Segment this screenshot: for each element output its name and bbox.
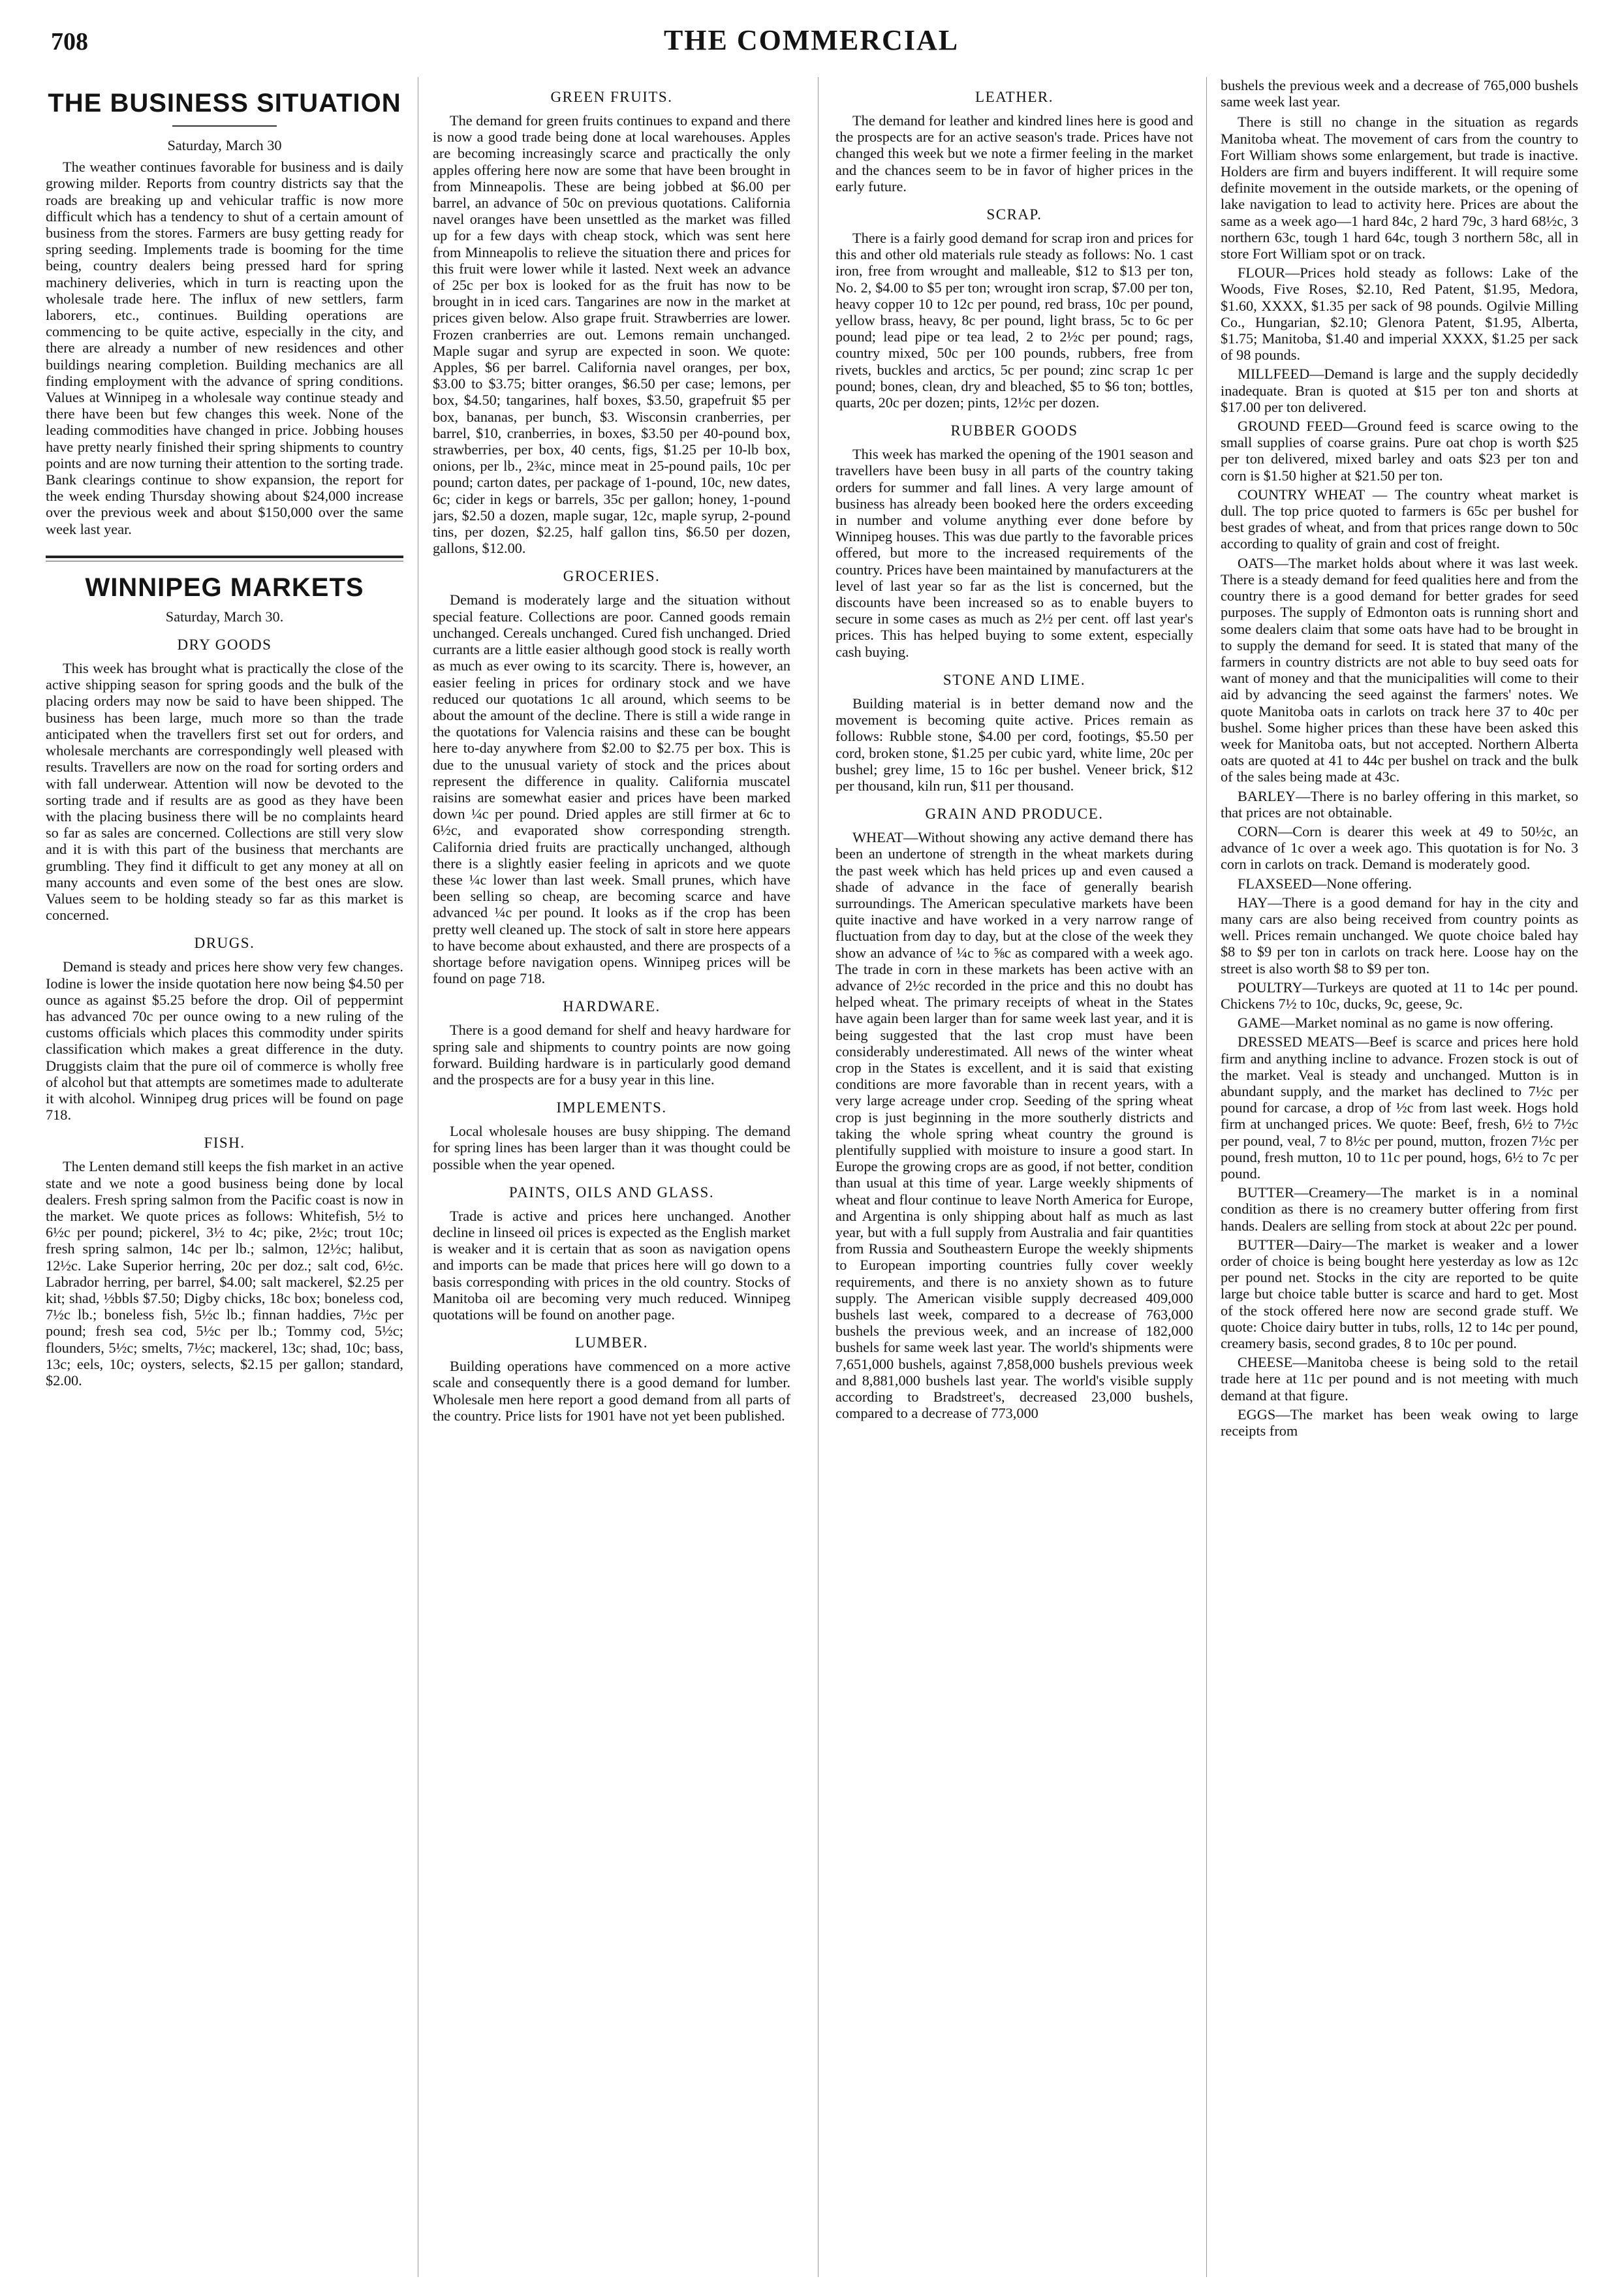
grain-and-produce-body: WHEAT—Without showing any active demand there has been an undertone of strength in the wheat markets during the past week which has held prices up and even caused a shade of advance in the face of generally bearish surroundings. The American speculative markets have been quite inactive and have worked in a very narrow range of fluctuation from day to day, but at the close of the week they show an advance of ¼c to ⅝c as compared with a week ago. The trade in corn in these markets has been active with an advance of 2½c recorded in the price and this no doubt has helped wheat. The primary receipts of wheat in the States have again been larger than for same week last year, and it is being suggested that the last crop must have been considerably underestimated. All news of the winter wheat crop in the States is excellent, and it is said that existing conditions are more favorable than in recent years, with a very large acreage under crop. Seeding of the spring wheat crop is just beginning in the more southerly districts and taking the whole spring wheat country the ground is plentifully supplied with moisture to insure a good start. In Europe the growing crops are as good, if not better, condition than usual at this time of year. Large weekly shipments of wheat and flour continue to leave North America for Europe, and Argentina is only shipping about half as much as last year, but with a full supply from Australia and fair quantities from Russia and Southeastern Europe the weekly shipments to European importing countries fully cover weekly requirements, and there is no anxiety shown as to future supply. The American visible supply decreased 409,000 bushels last week, compared to a decrease of 763,000 bushels the previous week, and an increase of 182,000 bushels for same week last year. The world's shipments were 7,651,000 bushels, against 7,858,000 bushels previous week and 8,881,000 bushels last year. The world's visible supply according to Bradstreet's, decreased 23,000 bushels, compared to a decrease of 773,000	[835, 829, 1193, 1422]
poultry-paragraph: POULTRY—Turkeys are quoted at 11 to 14c per pound. Chickens 7½ to 10c, ducks, 9c, geese, 9c.	[1221, 979, 1578, 1012]
rubber-goods-heading: RUBBER GOODS	[950, 422, 1078, 439]
paints-oils-glass-heading: PAINTS, OILS AND GLASS.	[508, 1184, 715, 1201]
cheese-paragraph: CHEESE—Manitoba cheese is being sold to the retail trade here at 11c per pound and is not meeting with much demand at that figure.	[1221, 1354, 1578, 1404]
dressed-meats-paragraph: DRESSED MEATS—Beef is scarce and prices here hold firm and anything incline to advance. Frozen stock is out of the market. Veal is steady and unchanged. Mutton is in abundant supply, and the market has declined to 7½c per pound for carcase, a drop of ½c from last week. Hogs hold firm at unchanged prices. We quote: Beef, fresh, 6½ to 7½c per pound, veal, 7 to 8½c per pound, mutton, frozen 7½c per pound, fresh mutton, 10 to 11c per pound, hogs, 6½ to 7c per pound.	[1221, 1033, 1578, 1182]
millfeed-paragraph: MILLFEED—Demand is large and the supply decidedly inadequate. Bran is quoted at $15 per ton and shorts at $17.00 per ton delivered.	[1221, 366, 1578, 415]
leather-heading: LEATHER.	[975, 89, 1053, 105]
business-situation-body: The weather continues favorable for business and is daily growing milder. Reports from country districts say that the roads are breaking up and vehicular traffic is now more difficult which has a tendency to shut of a certain amount of business from the stores. Farmers are busy getting ready for spring seeding. Implements trade is booming for the time being, country dealers being pressed hard for spring machinery deliveries, which in turn is reacting upon the wholesale trade here. The influx of new settlers, farm laborers, etc., continues. Building operations are commencing to be quite active, especially in the city, and there are already a number of new residences and other buildings nearing completion. Building mechanics are all finding employment with the advance of spring conditions. Values at Winnipeg in a wholesale way continue steady and there have been but few changes this week. None of the leading commodities have changed in price. Jobbing houses have pretty nearly finished their spring shipments to country points and are now turning their attention to the sorting trade. Bank clearings continue to show expansion, the report for the week ending Thursday showing about $24,000 increase over the previous week and about $150,000 over the same week last year.	[46, 159, 403, 537]
column-1	[46, 77, 403, 2277]
groceries-body: Demand is moderately large and the situation without special feature. Collections are poor. Canned goods remain unchanged. Cereals unchanged. Cured fish unchanged. Dried currants are a little easier although good stock is really worth as much as ever owing to its scarcity. There is, however, an easier feeling in prices for ordinary stock and we have reduced our quotations 1c all around, which seems to be about the amount of the decline. There is still a wide range in the quotations for Valencia raisins and these can be bought here to-day anywhere from $2.00 to $2.75 per box. This is due to the unusual variety of stock and the prices about represent the difference in quality. California muscatel raisins are somewhat easier and prices have been marked down ¼c per pound. Dried apples are still firmer at 6c to 6½c, and evaporated show corresponding strength. California dried fruits are practically unchanged, although there is a slightly easier feeling in apricots and we quote these ¼c lower than last week. Small prunes, which have been selling so cheap, are becoming scarce and have advanced ¼c per pound. It looks as if the crop has been pretty well cleaned up. The stock of salt in store here appears to have become about exhausted, and there are prospects of a shortage before navigation opens. Winnipeg prices will be found on page 718.	[433, 591, 790, 987]
country-wheat-paragraph: COUNTRY WHEAT — The country wheat market is dull. The top price quoted to farmers is 65c per bushel for best grades of wheat, and from that prices range down to 50c according to quality of grain and cost of freight.	[1221, 486, 1578, 552]
corn-paragraph: CORN—Corn is dearer this week at 49 to 50½c, an advance of 1c over a week ago. This quotation is for No. 3 corn in carlots on track. Demand is moderately good.	[1221, 823, 1578, 873]
hardware-body: There is a good demand for shelf and heavy hardware for spring sale and shipments to country points are now going forward. Building hardware is in particularly good demand and the prospects are for a busy year in this line.	[433, 1022, 790, 1088]
butter-creamery-paragraph: BUTTER—Creamery—The market is in a nominal condition as there is no creamery butter offering from first hands. Dealers are selling from stock at about 22c per pound.	[1221, 1184, 1578, 1234]
masthead	[51, 22, 1572, 69]
column-3	[835, 77, 1193, 2277]
scrap-heading: SCRAP.	[986, 206, 1042, 223]
fish-body: The Lenten demand still keeps the fish market in an active state and we note a good business being done by local dealers. Fresh spring salmon from the Pacific coast is now in the market. We quote prices as follows: Whitefish, 5½ to 6½c per pound; pickerel, 3½ to 4c; pike, 2½c; trout 10c; fresh spring salmon, 14c per lb.; salmon, 12½c; halibut, 12½c. Lake Superior herring, 20c per doz.; salt cod, 6½c. Labrador herring, per barrel, $4.00; salt mackerel, $2.25 per kit; shad, ½bbls $7.50; Digby chicks, 18c box; boneless cod, 7½c lb.; boneless fish, 5½c lb.; finnan haddies, 7½c per pound; fresh sea cod, 5½c per lb.; Tommy cod, 5½c; flounders, 5½c; smelts, 7½c; mackerel, 13c; shad, 10c; bass, 13c; eels, 10c; oysters, selects, $2.15 per gallon; standard, $2.00.	[46, 1158, 403, 1389]
page-number: 708	[51, 28, 88, 55]
stone-and-lime-heading: STONE AND LIME.	[943, 671, 1086, 688]
journal-title: THE COMMERCIAL	[663, 24, 959, 56]
column-rule	[818, 77, 819, 2277]
flour-paragraph: FLOUR—Prices hold steady as follows: Lake of the Woods, Five Roses, $2.10, Red Patent, $1.95, Medora, $1.60, XXXX, $1.35 per sack of 98 pounds. Ogilvie Milling Co., Hungarian, $2.10; Glenora Patent, $1.95, Alberta, $1.75; Manitoba, $1.40 and imperial XXXX, $1.25 per sack of 98 pounds.	[1221, 264, 1578, 364]
implements-heading: IMPLEMENTS.	[556, 1099, 667, 1116]
lumber-heading: LUMBER.	[574, 1334, 649, 1351]
drugs-heading: DRUGS.	[194, 935, 255, 952]
eggs-paragraph: EGGS—The market has been weak owing to large receipts from	[1221, 1406, 1578, 1439]
paints-oils-glass-body: Trade is active and prices here unchanged. Another decline in linseed oil prices is expected as the English market is weaker and it is certain that as soon as navigation opens and imports can be made that prices here will go down to a basis corresponding with prices in the old country. Stocks of Manitoba oil are becoming very much reduced. Winnipeg quotations will be found on another page.	[433, 1207, 790, 1323]
hardware-heading: HARDWARE.	[563, 998, 661, 1015]
business-situation-dateline: Saturday, March 30	[167, 137, 282, 153]
section-rule-heavy	[46, 556, 403, 558]
section-rule	[172, 125, 277, 127]
rubber-goods-body: This week has marked the opening of the 1901 season and travellers have been busy in all parts of the country taking orders for summer and fall lines. A very large amount of business has already been booked here the orders exceeding in number and volume anything ever done before by Winnipeg houses. This was due partly to the favorable prices offered, but more to the increased requirements of the country. Prices have been maintained by manufacturers at the level of last year so far as the list is concerned, but the discounts have been increased so as to enable buyers to secure in some cases as much as 2½ per cent. off last year's prices. This has helped buying to some extent, especially cash buying.	[835, 446, 1193, 660]
manitoba-wheat-paragraph: There is still no change in the situation as regards Manitoba wheat. The movement of cars from the country to Fort William shows some enlargement, but trade is inactive. Holders are firm and buyers indifferent. It will require some definite movement in the outside markets, or the opening of lake navigation to lead to activity here. Prices are about the same as a week ago—1 hard 84c, 2 hard 79c, 3 hard 68½c, 3 northern 63c, tough 1 hard 64c, tough 3 northern 58c, all in store Fort William spot or on track.	[1221, 114, 1578, 262]
column-rule	[1206, 77, 1207, 2277]
butter-dairy-paragraph: BUTTER—Dairy—The market is weaker and a lower order of choice is being bought here yesterday as low as 12c per pound net. Stocks in the city are reported to be quite large but choice table butter is scarce and hard to get. Most of the stock offered here now are second grade stuff. We quote: Choice dairy butter in tubs, rolls, 12 to 14c per pound, creamery basis, second grades, 8 to 10c per pound.	[1221, 1236, 1578, 1352]
column-2	[433, 77, 790, 2277]
barley-paragraph: BARLEY—There is no barley offering in this market, so that prices are not obtainable.	[1221, 787, 1578, 821]
dry-goods-heading: DRY GOODS	[177, 637, 272, 653]
game-paragraph: GAME—Market nominal as no game is now offering.	[1238, 1014, 1553, 1031]
wheat-continuation: bushels the previous week and a decrease of 765,000 bushels same week last year.	[1221, 77, 1578, 110]
winnipeg-markets-heading: WINNIPEG MARKETS	[85, 573, 364, 602]
grain-and-produce-heading: GRAIN AND PRODUCE.	[925, 806, 1104, 823]
groceries-heading: GROCERIES.	[563, 568, 661, 585]
flaxseed-paragraph: FLAXSEED—None offering.	[1238, 875, 1412, 892]
implements-body: Local wholesale houses are busy shipping. The demand for spring lines has been larger than it was thought could be possible when the year opened.	[433, 1123, 790, 1172]
lumber-body: Building operations have commenced on a more active scale and consequently there is a good demand for lumber. Wholesale men here report a good demand from all parts of the country. Price lists for 1901 have not yet been published.	[433, 1358, 790, 1424]
green-fruits-body: The demand for green fruits continues to expand and there is now a good trade being done at local warehouses. Apples are becoming increasingly scarce and practically the only apples offering here now are some that have been brought in from Minneapolis. These are being jobbed at $6.00 per barrel, an advance of 50c on previous quotations. California navel oranges have been unsettled as the market was filled up for a few days with cheap stock, which was sent here from Minneapolis to relieve the situation there and prices for this fruit were lower while it lasted. Next week an advance of 25c per box is looked for as the fruit has now to be brought in in iced cars. Tangarines are now in the market at prices given below. Also grape fruit. Strawberries are lower. Frozen cranberries are out. Lemons remain unchanged. Maple sugar and syrup are expected in soon. We quote: Apples, $6 per barrel. California navel oranges, per box, $3.00 to $3.75; bitter oranges, $6.50 per case; lemons, per box, $4.50; tangarines, half boxes, $3.50, grapefruit $5 per box, bananas, per bunch, $3. Wisconsin cranberries, per barrel, $10, cranberries, in boxes, $3.50 per 40-pound box, strawberries, per box, 40 cents, figs, $1.25 per 10-lb box, onions, per lb., 2¾c, mince meat in 25-pound pails, 10c per pound; carton dates, per package of 1-pound, 10c, new dates, 6c; cider in kegs or barrels, 35c per gallon; honey, 1-pound jars, $2.50 a dozen, maple sugar, 12c, maple syrup, 2-pound tins, per dozen, $2.25, half gallon tins, $6.50 per dozen, gallons, $12.00.	[433, 112, 790, 557]
dry-goods-body: This week has brought what is practically the close of the active shipping season for spring goods and the bulk of the placing orders may now be said to have been shipped. The business has been large, much more so than the trade anticipated when the travellers first set out for orders, and wholesale merchants are correspondingly well pleased with results. Travellers are now on the road for sorting orders and with fall underwear. Attention will now be devoted to the sorting trade and if results are as good as they have been with the placing business there will be no complaints heard so far as sales are concerned. Collections are still very slow and it is with this part of the business that merchants are grumbling. They find it difficult to get any money at all on many accounts and even some of the best ones are slow. Values seem to be holding steady so far as this market is concerned.	[46, 660, 403, 924]
winnipeg-markets-dateline: Saturday, March 30.	[165, 608, 284, 625]
stone-and-lime-body: Building material is in better demand now and the movement is becoming quite active. Prices remain as follows: Rubble stone, $4.00 per cord, footings, $5.50 per cord, broken stone, $1.25 per cubic yard, white lime, 20c per bushel; grey lime, 15 to 16c per bushel. Veneer brick, $12 per thousand, kiln run, $11 per thousand.	[835, 695, 1193, 794]
ground-feed-paragraph: GROUND FEED—Ground feed is scarce owing to the small supplies of coarse grains. Pure oat chop is worth $25 per ton delivered, mixed barley and oats $23 per ton and corn is $1.50 higher at $21.50 per ton.	[1221, 418, 1578, 484]
drugs-body: Demand is steady and prices here show very few changes. Iodine is lower the inside quotation here now being $4.50 per ounce as against $5.25 before the drop. Oil of peppermint has advanced 70c per ounce owing to a new ruling of the customs officials which places this commodity under spirits classification which makes a great difference in the duty. Druggists claim that the pure oil of commerce is wholly free of alcohol but that attempts are sometimes made to adulterate it with alcohol. Winnipeg drug prices will be found on page 718.	[46, 958, 403, 1124]
business-situation-heading: THE BUSINESS SITUATION	[48, 89, 401, 118]
green-fruits-heading: GREEN FRUITS.	[550, 89, 673, 105]
column-4	[1221, 77, 1578, 2277]
scrap-body: There is a fairly good demand for scrap iron and prices for this and other old materials rule steady as follows: No. 1 cast iron, free from wrought and malleable, $12 to $13 per ton, No. 2, $4.00 to $5 per ton; wrought iron scrap, $7.00 per ton, heavy copper 10 to 12c per pound, red brass, 10c per pound, yellow brass, heavy, 8c per pound, light brass, 5c to 6c per pound; lead pipe or tea lead, 2 to 2½c per pound; rags, country mixed, 50c per 100 pounds, rubbers, free from rivets, buckles and arctics, 5c per pound; zinc scrap 1c per pound; bones, clean, dry and bleached, $5 to $6 ton; bottles, quarts, 20c per dozen; pints, 12½c per dozen.	[835, 230, 1193, 411]
oats-paragraph: OATS—The market holds about where it was last week. There is a steady demand for feed qualities here and from the country there is a good demand for better grades for seed purposes. The supply of Edmonton oats is running short and some dealers claim that some oats have had to be brought in to supply the demand for seed. It is stated that many of the farmers in country districts are not able to buy seed oats for want of money and that the municipalities will come to their aid by advancing the seed against the farmers' notes. We quote Manitoba oats in carlots on track here 37 to 40c per bushel. Some higher prices than these have been asked this week for Manitoba oats, but not accepted. Northern Alberta oats are quoted at 41 to 44c per bushel on track and the bulk of the sales being made at 43c.	[1221, 554, 1578, 785]
leather-body: The demand for leather and kindred lines here is good and the prospects are for an active season's trade. Prices have not changed this week but we note a firmer feeling in the market and the chances seem to be in favor of higher prices in the early future.	[835, 112, 1193, 195]
fish-heading: FISH.	[204, 1135, 245, 1152]
hay-paragraph: HAY—There is a good demand for hay in the city and many cars are also being received from country points as well. Prices remain unchanged. We quote choice baled hay $8 to $9 per ton in carlots on track here. Loose hay on the street is also worth $8 to $9 per ton.	[1221, 894, 1578, 977]
